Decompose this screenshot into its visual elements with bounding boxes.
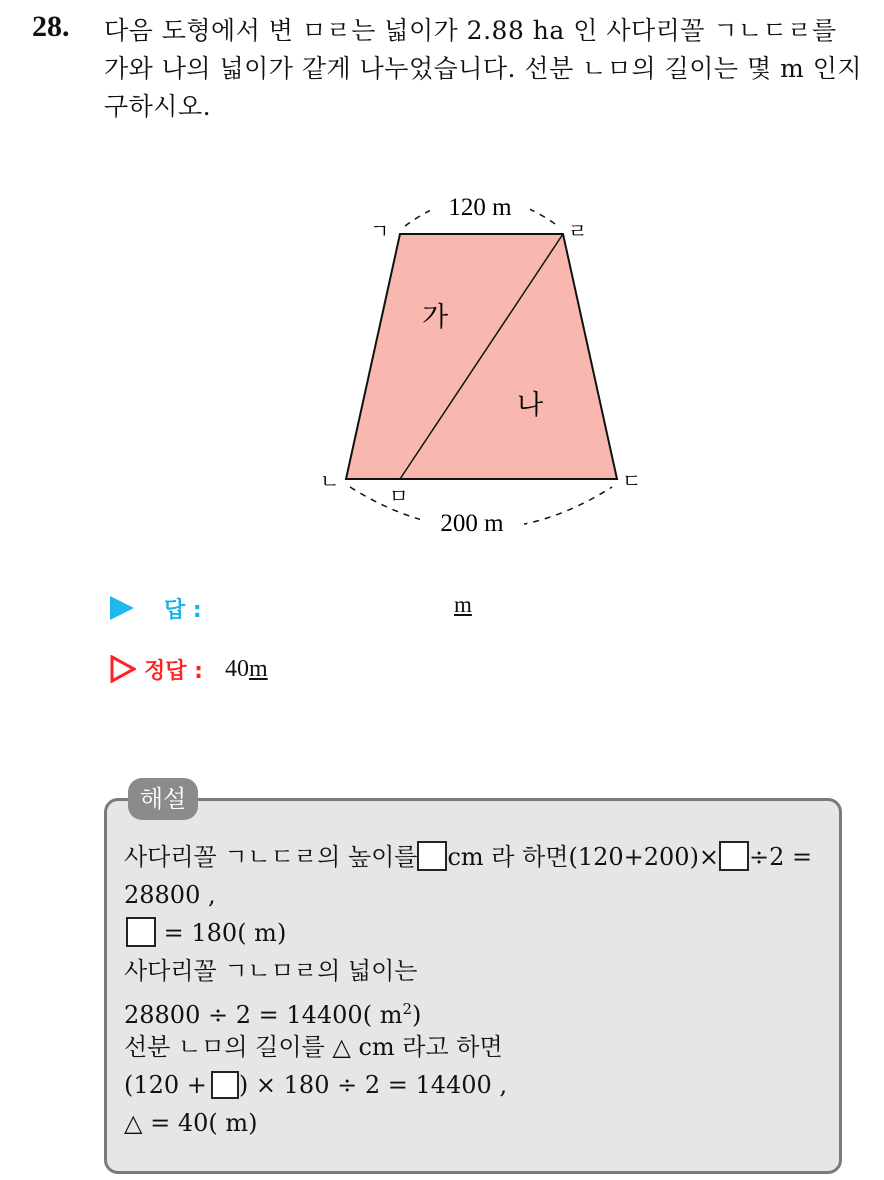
solution-line-1b: cm 라 하면(120+200)× <box>447 843 720 871</box>
region-label-na: 나 <box>516 390 544 421</box>
solution-line-7b: ) × 180 ÷ 2 = 14400 , <box>238 1071 508 1099</box>
answer-row <box>110 590 202 626</box>
solution-line-5a: 28800 ÷ 2 = 14400( m <box>124 1001 403 1029</box>
superscript-exponent: 2 <box>402 1000 412 1018</box>
correct-answer-label: 정답 : <box>144 658 203 684</box>
question-line-1: 다음 도형에서 변 ㅁㄹ는 넓이가 2.88 ha 인 사다리꼴 ㄱㄴㄷㄹ를 <box>104 16 837 45</box>
vertex-label-g: ㄱ <box>370 219 390 243</box>
solution-tag: 해설 <box>128 778 198 820</box>
answer-blank-unit: m <box>454 592 472 617</box>
blank-box <box>719 841 749 871</box>
vertex-label-n: ㄴ <box>320 469 340 493</box>
solution-line-2: 28800 , <box>124 881 216 909</box>
solution-line-1a: 사다리꼴 ㄱㄴㄷㄹ의 높이를 <box>124 843 418 871</box>
bottom-length-label: 200 m <box>440 510 504 537</box>
correct-answer-value <box>225 656 268 683</box>
solution-line-3 <box>124 914 834 952</box>
question-line-3: 구하시오. <box>104 92 212 121</box>
correct-answer-number: 40 <box>224 655 249 682</box>
region-label-ga: 가 <box>421 302 449 333</box>
vertex-label-d: ㄷ <box>622 469 642 493</box>
solution-line-7a: (120 + <box>124 1071 207 1099</box>
play-outline-icon <box>110 655 136 683</box>
blank-box <box>417 841 447 871</box>
vertex-label-m: ㅁ <box>389 484 409 508</box>
solution-line-1 <box>124 838 834 876</box>
solution-line-7 <box>124 1066 834 1104</box>
correct-answer-row <box>110 651 268 687</box>
solution-line-5c: ) <box>412 1001 422 1029</box>
question-number: 28. <box>32 10 70 43</box>
solution-line-4: 사다리꼴 ㄱㄴㅁㄹ의 넓이는 <box>124 957 418 985</box>
top-length-label: 120 m <box>448 194 512 221</box>
blank-box <box>211 1071 239 1099</box>
solution-line-1c: ÷2 = <box>749 843 813 871</box>
solution-line-8: △ = 40( m) <box>124 1109 258 1137</box>
play-arrow-icon <box>110 596 134 620</box>
correct-answer-unit: m <box>248 655 268 682</box>
solution-line-5 <box>124 990 834 1028</box>
solution-line-6: 선분 ㄴㅁ의 길이를 △ cm 라고 하면 <box>124 1033 503 1061</box>
vertex-label-r: ㄹ <box>568 219 588 243</box>
solution-line-3-text: = 180( m) <box>163 919 287 947</box>
solution-body <box>124 838 834 1142</box>
question-line-2: 가와 나의 넓이가 같게 나누었습니다. 선분 ㄴㅁ의 길이는 몇 m 인지 <box>104 54 863 83</box>
answer-label: 답 : <box>164 597 202 623</box>
blank-box <box>126 917 156 947</box>
